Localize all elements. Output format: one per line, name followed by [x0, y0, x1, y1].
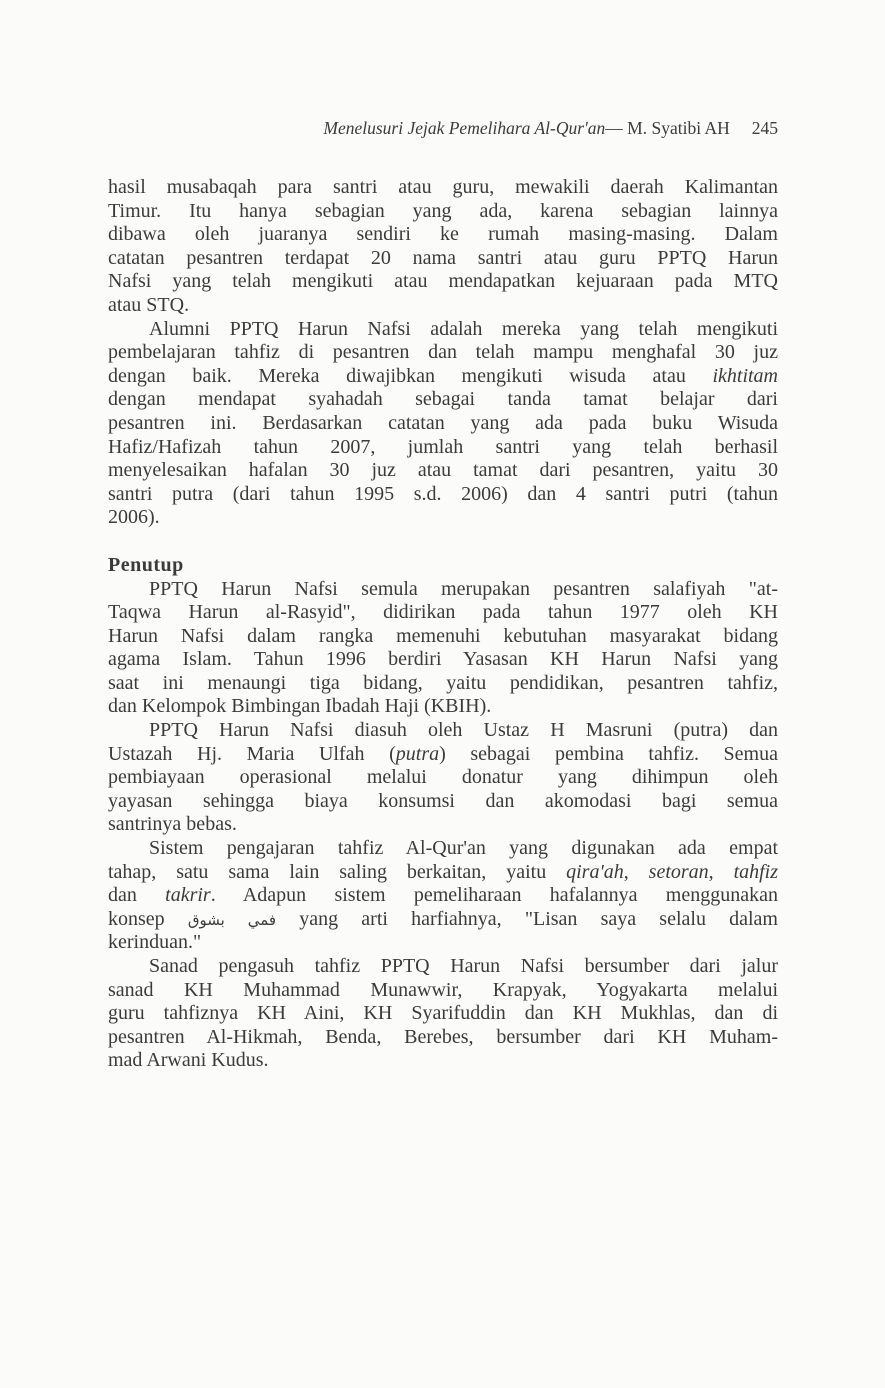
text-line [108, 695, 778, 719]
text-line [108, 436, 778, 460]
italic-term: takrir [165, 884, 211, 907]
text-run: mad Arwani Kudus. [108, 1049, 269, 1072]
italic-term: setoran [648, 860, 709, 883]
text-run: Harun Nafsi dalam rangka memenuhi kebutuhan masyarakat bidang [108, 624, 778, 647]
italic-term: ikhtitam [712, 364, 778, 387]
text-run: . Adapun sistem pemeliharaan hafalannya menggunakan [210, 884, 778, 907]
text-run: hasil musabaqah para santri atau guru, mewakili daerah Kalimantan [108, 176, 778, 198]
text-line [108, 341, 778, 365]
text-line [108, 672, 778, 696]
text-run: 2006). [108, 506, 160, 529]
text-line [108, 176, 778, 200]
paragraph [108, 719, 778, 837]
page-number: 245 [751, 118, 778, 138]
text-line [108, 388, 778, 412]
text-run: , [708, 860, 734, 883]
text-run: Nafsi yang telah mengikuti atau mendapatkan kejuaraan pada MTQ [108, 270, 778, 293]
text-run: pembelajaran tahfiz di pesantren dan telah mampu menghafal 30 juz [108, 341, 778, 364]
paragraph [108, 578, 778, 720]
text-run: agama Islam. Tahun 1996 berdiri Yasasan KH Harun Nafsi yang [108, 648, 778, 671]
arabic-phrase: فمي بشوق [187, 910, 277, 929]
text-run: dengan mendapat syahadah sebagai tanda tamat belajar dari [108, 388, 778, 411]
text-run: menyelesaikan hafalan 30 juz atau tamat dari pesantren, yaitu 30 [108, 459, 778, 482]
text-line [108, 837, 778, 861]
text-run: saat ini menaungi tiga bidang, yaitu pendidikan, pesantren tahfiz, [108, 671, 778, 694]
text-line [108, 790, 778, 814]
text-line [108, 648, 778, 672]
text-line [108, 743, 778, 767]
text-line [108, 601, 778, 625]
text-line [108, 908, 778, 932]
text-line [108, 766, 778, 790]
text-run: kerinduan." [108, 931, 202, 954]
text-line [108, 1049, 778, 1073]
text-line [108, 1002, 778, 1026]
text-run: dan Kelompok Bimbingan Ibadah Haji (KBIH). [108, 695, 492, 718]
text-run: catatan pesantren terdapat 20 nama santri atau guru PPTQ Harun [108, 246, 778, 269]
document-body [108, 176, 778, 1073]
text-line [108, 884, 778, 908]
text-line [108, 200, 778, 224]
text-run: santri putra (dari tahun 1995 s.d. 2006) dan 4 santri putri (tahun [108, 482, 778, 505]
italic-term: qira'ah [566, 860, 624, 883]
text-run: Hafiz/Hafizah tahun 2007, jumlah santri yang telah berhasil [108, 435, 778, 458]
text-run: Taqwa Harun al-Rasyid", didirikan pada tahun 1977 oleh KH [108, 601, 778, 624]
text-line [108, 861, 778, 885]
text-run: Sanad pengasuh tahfiz PPTQ Harun Nafsi bersumber dari jalur [149, 955, 778, 977]
text-line [108, 365, 778, 389]
text-run: pesantren ini. Berdasarkan catatan yang ada pada buku Wisuda [108, 411, 778, 434]
text-run: Sistem pengajaran tahfiz Al-Qur'an yang digunakan ada empat [149, 837, 778, 860]
text-run: Ustazah Hj. Maria Ulfah ( [108, 742, 396, 765]
text-run: PPTQ Harun Nafsi semula merupakan pesantren salafiyah "at- [149, 577, 778, 600]
text-run: pembiayaan operasional melalui donatur yang dihimpun oleh [108, 766, 778, 789]
text-line [108, 506, 778, 530]
text-run: dibawa oleh juaranya sendiri ke rumah masing-masing. Dalam [108, 223, 778, 246]
text-run: yayasan sehingga biaya konsumsi dan akomodasi bagi semua [108, 789, 778, 812]
text-run: guru tahfiznya KH Aini, KH Syarifuddin dan KH Mukhlas, dan di [108, 1002, 778, 1025]
text-run: , [623, 860, 649, 883]
text-run: pesantren Al-Hikmah, Benda, Berebes, bersumber dari KH Muham- [108, 1025, 778, 1048]
section-heading: Penutup [108, 553, 184, 576]
text-line [108, 270, 778, 294]
text-line [108, 979, 778, 1003]
text-run: dan [108, 884, 166, 907]
text-run: dengan baik. Mereka diwajibkan mengikuti wisuda atau [108, 364, 713, 387]
text-run: PPTQ Harun Nafsi diasuh oleh Ustaz H Masruni (putra) dan [149, 719, 778, 742]
text-run: atau STQ. [108, 293, 190, 316]
text-line [108, 578, 778, 602]
text-line [108, 294, 778, 318]
text-line [108, 483, 778, 507]
paragraph [108, 176, 778, 318]
paragraph [108, 955, 778, 1073]
text-run: konsep [108, 907, 188, 930]
text-line [108, 459, 778, 483]
running-title: Menelusuri Jejak Pemelihara Al-Qur'an [323, 118, 606, 138]
text-run: santrinya bebas. [108, 813, 237, 836]
text-line [108, 813, 778, 837]
text-run: Alumni PPTQ Harun Nafsi adalah mereka yang telah mengikuti [149, 317, 778, 340]
running-header [220, 118, 778, 139]
text-run: tahap, satu sama lain saling berkaitan, yaitu [108, 860, 567, 883]
text-run: sanad KH Muhammad Munawwir, Krapyak, Yogyakarta melalui [108, 978, 778, 1001]
text-line [108, 318, 778, 342]
text-run: Timur. Itu hanya sebagian yang ada, karena sebagian lainnya [108, 199, 778, 222]
italic-term: putra [395, 742, 440, 765]
text-line [108, 719, 778, 743]
text-line [108, 931, 778, 955]
text-line [108, 955, 778, 979]
text-line [108, 247, 778, 271]
text-line [108, 625, 778, 649]
text-run: ) sebagai pembina tahfiz. Semua [439, 742, 778, 765]
paragraph [108, 837, 778, 955]
italic-term: tahfiz [733, 860, 778, 883]
header-author: — M. Syatibi AH [605, 118, 730, 138]
paragraph [108, 318, 778, 530]
text-run: yang arti harfiahnya, "Lisan saya selalu dalam [276, 907, 778, 930]
text-line [108, 1026, 778, 1050]
text-line [108, 223, 778, 247]
text-line [108, 412, 778, 436]
section-gap [108, 530, 778, 554]
